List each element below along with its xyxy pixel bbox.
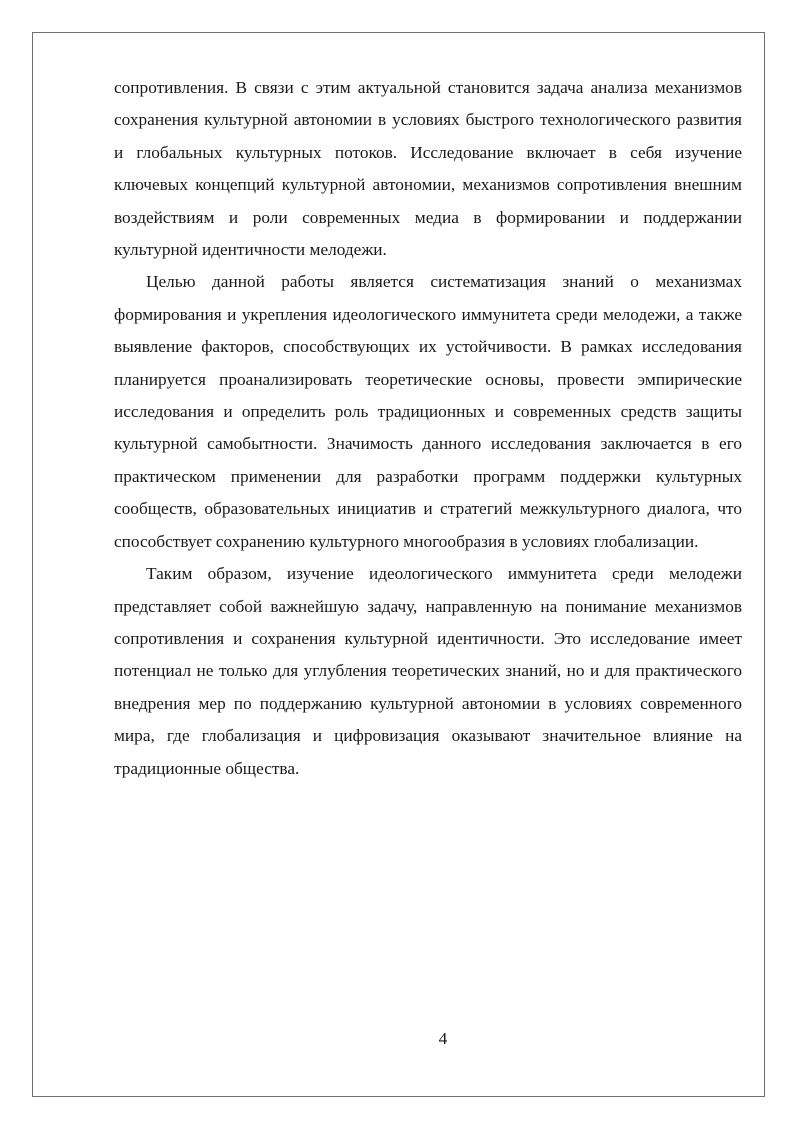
paragraph-conclusion: Таким образом, изучение идеологического иммунитета среди мелодежи представляет собой важнейшую задачу, направленную на понимание механизмов сопротивления и сохранения культурной идентичности. Это исследование имеет потенциал не только для углубления теоретических знаний, но и для практического внедрения мер по поддержанию культурной автономии в условиях современного мира, где глобализация и цифровизация оказывают значительное влияние на традиционные общества. [114, 564, 742, 778]
paragraph-continuation: сопротивления. В связи с этим актуальной становится задача анализа механизмов сохранения культурной автономии в условиях быстрого технологического развития и глобальных культурных потоков. Исследование включает в себя изучение ключевых концепций культурной автономии, механизмов сопротивления внешним воздействиям и роли современных медиа в формировании и поддержании культурной идентичности мелодежи. [114, 78, 742, 260]
page-number: 4 [438, 1029, 448, 1048]
paragraph-goal: Целью данной работы является систематизация знаний о механизмах формирования и укрепления идеологического иммунитета среди мелодежи, а также выявление факторов, способствующих их устойчивости. В рамках исследования планируется проанализировать теоретические основы, провести эмпирические исследования и определить роль традиционных и современных средств защиты культурной самобытности. Значимость данного исследования заключается в его практическом применении для разработки программ поддержки культурных сообществ, образовательных инициатив и стратегий межкультурного диалога, что способствует сохранению культурного многообразия в условиях глобализации. [114, 272, 742, 551]
document-body [114, 72, 742, 785]
